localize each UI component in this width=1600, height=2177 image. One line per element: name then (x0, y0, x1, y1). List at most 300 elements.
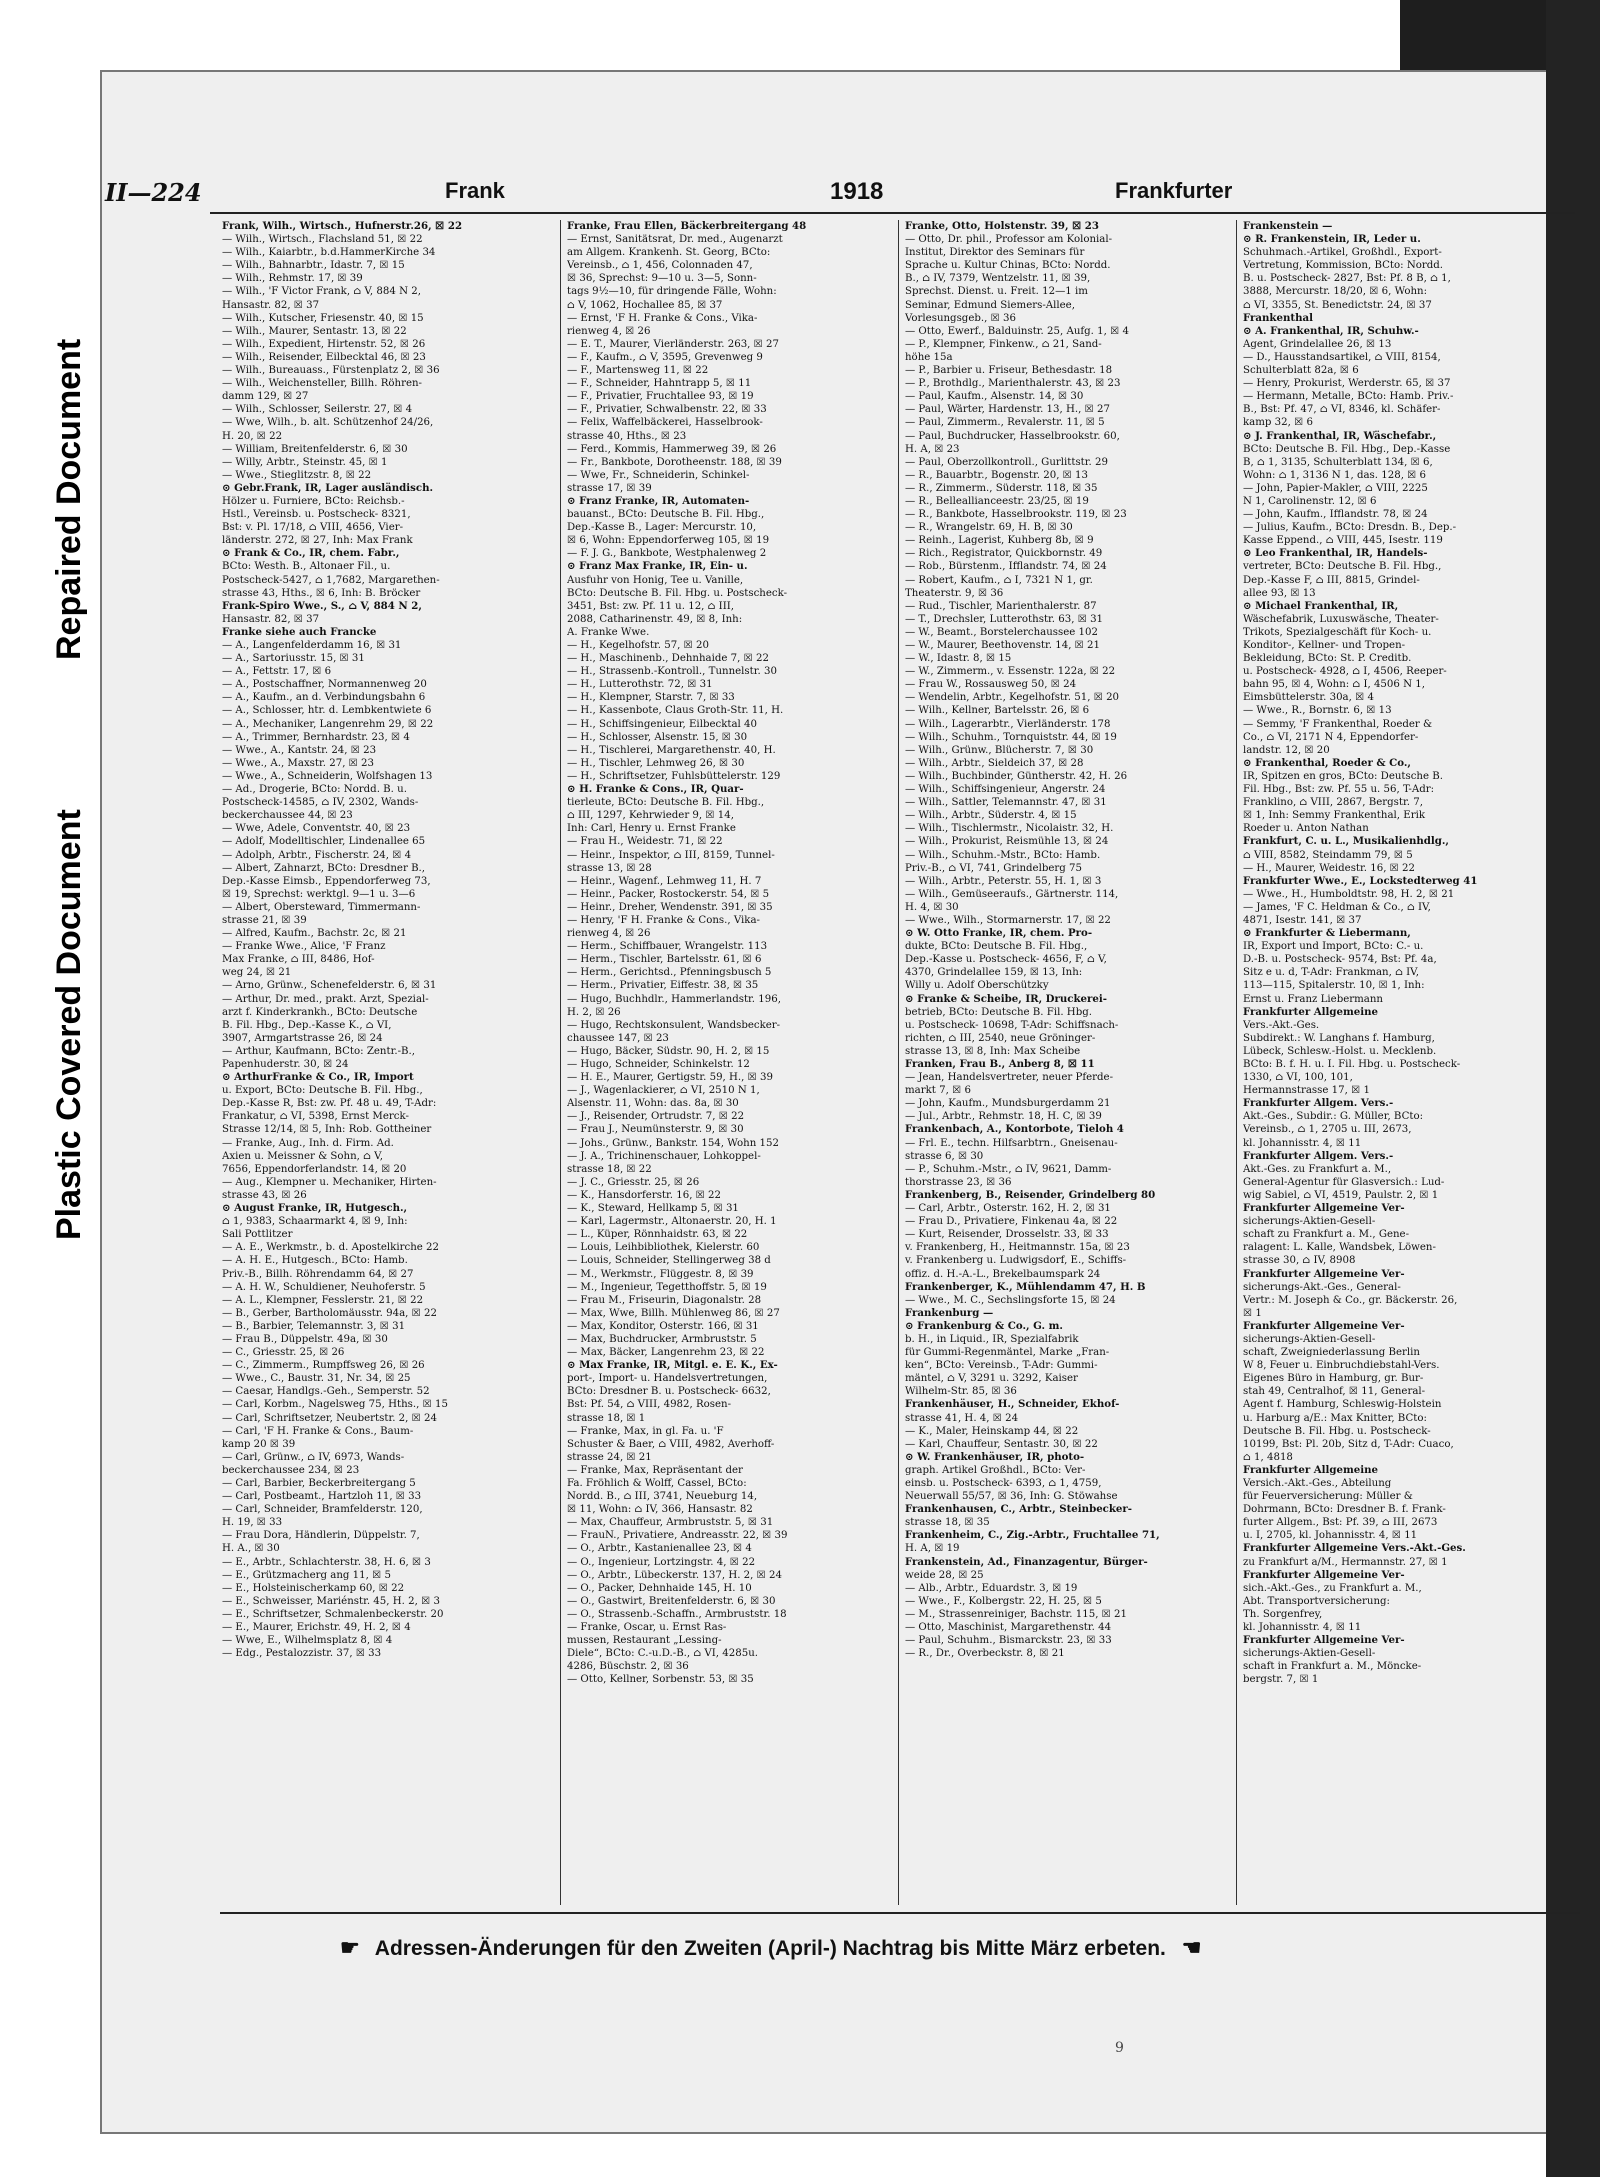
directory-entry: H. 19, ☒ 33 (222, 1517, 283, 1529)
directory-entry: — Wwe., A., Schneiderin, Wolfshagen 13 (222, 770, 433, 782)
directory-entry: Dep.-Kasse F, ⌂ III, 8815, Grindel- (1243, 574, 1420, 586)
directory-entry: vertreter, BCto: Deutsche B. Fil. Hbg., (1243, 561, 1442, 573)
directory-entry: — Jean, Handelsvertreter, neuer Pferde- (905, 1072, 1114, 1084)
directory-entry: — J., Reisender, Ortrudstr. 7, ☒ 22 (567, 1111, 745, 1123)
directory-entry: ⊙ Frankenburg & Co., G. m. (905, 1319, 1063, 1332)
directory-entry: — R., Dr., Overbeckstr. 8, ☒ 21 (905, 1648, 1065, 1660)
directory-entry: Frankfurter Allgem. Vers.- (1243, 1149, 1394, 1162)
directory-entry: ⌂ VIII, 8582, Steindamm 79, ☒ 5 (1243, 849, 1413, 861)
directory-entry: — Hugo, Schneider, Schinkelstr. 12 (567, 1059, 750, 1070)
directory-entry: — A., Schlosser, htr. d. Lembkentwiete 6 (222, 705, 432, 717)
directory-entry: 3907, Armgartstrasse 26, ☒ 24 (222, 1032, 383, 1044)
directory-entry: BCto: B. f. H. u. I. Fil. Hbg. u. Postscheck- (1243, 1059, 1461, 1070)
directory-entry: ⊙ R. Frankenstein, IR, Leder u. (1243, 233, 1421, 246)
directory-entry: — Otto, Dr. phil., Professor am Kolonial- (905, 234, 1113, 246)
directory-entry: Strasse 12/14, ☒ 5, Inh: Rob. Gottheiner (222, 1124, 432, 1136)
directory-entry: Schuhmach.-Artikel, Großhdl., Export- (1243, 247, 1442, 259)
directory-entry: — Semmy, 'F Frankenthal, Roeder & (1243, 718, 1433, 730)
pointing-hand-right-icon: ☛ (340, 1935, 360, 1960)
directory-entry: — Ad., Drogerie, BCto: Nordd. B. u. (222, 784, 407, 796)
directory-entry: — Frau J., Neumünsterstr. 9, ☒ 30 (567, 1124, 744, 1136)
directory-entry: — H., Tischler, Lehmweg 26, ☒ 30 (567, 757, 745, 769)
directory-entry: H. A., ☒ 30 (222, 1543, 280, 1555)
directory-entry: — R., Belleallianceestr. 23/25, ☒ 19 (905, 495, 1089, 507)
directory-entry: — Wilh., Schuhm.-Mstr., BCto: Hamb. (905, 849, 1101, 861)
directory-entry: Frankfurter Allgemeine Ver- (1243, 1202, 1405, 1215)
directory-entry: 4370, Grindelallee 159, ☒ 13, Inh: (905, 967, 1083, 979)
directory-entry: mussen, Restaurant „Lessing- (567, 1635, 722, 1647)
directory-entry: — Karl, Lagermstr., Altonaerstr. 20, H. 1 (567, 1216, 777, 1228)
directory-entry: Vertretung, Kommission, BCto: Nordd. (1243, 260, 1444, 272)
directory-entry: Frankenhausen, C., Arbtr., Steinbecker- (905, 1503, 1133, 1516)
directory-entry: Priv.-B., ⌂ VI, 741, Grindelberg 75 (905, 862, 1082, 874)
directory-entry: ken“, BCto: Vereinsb., T-Adr: Gummi- (905, 1360, 1098, 1372)
directory-entry: ⊙ W. Otto Franke, IR, chem. Pro- (905, 927, 1093, 940)
directory-entry: — A., Fettstr. 17, ☒ 6 (222, 666, 332, 678)
directory-entry: Th. Sorgenfrey, (1243, 1608, 1323, 1620)
directory-entry: arzt f. Kinderkrankh., BCto: Deutsche (222, 1006, 418, 1018)
directory-entry: — Wilh., Gemüseeraufs., Gärtnerstr. 114, (905, 888, 1119, 900)
directory-entry: — H., Tischlerei, Margarethenstr. 40, H. (567, 744, 776, 756)
directory-entry: — Frau M., Friseurin, Diagonalstr. 28 (567, 1294, 762, 1306)
directory-entry: Frankatur, ⌂ VI, 5398, Ernst Merck- (222, 1111, 409, 1123)
directory-entry: ☒ 19, Sprechst: werktgl. 9—1 u. 3—6 (222, 888, 416, 900)
directory-entry: Hölzer u. Furniere, BCto: Reichsb.- (222, 495, 405, 507)
directory-entry: — A., Langenfelderdamm 16, ☒ 31 (222, 640, 402, 651)
directory-entry: Vorlesungsgeb., ☒ 36 (905, 312, 1016, 324)
directory-entry: — Franke, Max, in gl. Fa. u. 'F (567, 1425, 724, 1437)
directory-column-1 (222, 220, 552, 1905)
directory-entry: Frankfurter Allgemeine Ver- (1243, 1634, 1405, 1647)
directory-entry: Hansastr. 82, ☒ 37 (222, 613, 320, 625)
directory-entry: — Wilh., Maurer, Sentastr. 13, ☒ 22 (222, 325, 407, 337)
directory-entry: — A. L., Klempner, Fesslerstr. 21, ☒ 22 (222, 1294, 424, 1306)
directory-entry: strasse 6, ☒ 30 (905, 1150, 984, 1162)
directory-entry: — Wilh., Prokurist, Reismühle 13, ☒ 24 (905, 836, 1109, 848)
directory-entry: 3451, Bst: zw. Pf. 11 u. 12, ⌂ III, (567, 600, 734, 612)
directory-entry: — Johs., Grünw., Bankstr. 154, Wohn 152 (567, 1137, 779, 1149)
directory-entry: — M., Werkmstr., Flüggestr. 8, ☒ 39 (567, 1268, 754, 1280)
directory-columns (222, 220, 1577, 1905)
directory-entry: — F., Schneider, Hahntrapp 5, ☒ 11 (567, 378, 752, 390)
directory-entry: — Paul, Kaufm., Alsenstr. 14, ☒ 30 (905, 391, 1084, 403)
directory-entry: — K., Hansdorferstr. 16, ☒ 22 (567, 1189, 722, 1201)
directory-entry: Frankfurter Allgemeine (1243, 1005, 1379, 1018)
directory-entry: Franke siehe auch Francke (222, 625, 377, 638)
directory-entry: Frankfurter Allgemeine Vers.-Akt.-Ges. (1243, 1542, 1466, 1555)
directory-entry: ⊙ Franz Max Franke, IR, Ein- u. (567, 560, 748, 573)
directory-entry: Roeder u. Anton Nathan (1243, 823, 1369, 835)
directory-entry: Inh: Carl, Henry u. Ernst Franke (567, 823, 736, 835)
directory-entry: Frankenheim, C., Zig.-Arbtr., Fruchtallee 71, (905, 1529, 1160, 1542)
directory-entry: — Otto, Kellner, Sorbenstr. 53, ☒ 35 (567, 1674, 754, 1686)
directory-entry: u. I, 2705, kl. Johannisstr. 4, ☒ 11 (1243, 1530, 1418, 1542)
directory-entry: — Hugo, Bäcker, Südstr. 90, H. 2, ☒ 15 (567, 1045, 770, 1057)
directory-entry: Papenhuderstr. 30, ☒ 24 (222, 1059, 349, 1070)
directory-entry: — Henry, 'F H. Franke & Cons., Vika- (567, 914, 760, 926)
directory-entry: — O., Arbtr., Lübeckerstr. 137, H. 2, ☒ 24 (567, 1569, 782, 1581)
directory-entry: — R., Wrangelstr. 69, H. B, ☒ 30 (905, 522, 1073, 534)
directory-entry: Ausfuhr von Honig, Tee u. Vanille, (567, 574, 744, 586)
directory-entry: Agent, Grindelallee 26, ☒ 13 (1243, 338, 1392, 350)
directory-entry: — H., Klempner, Starstr. 7, ☒ 33 (567, 692, 735, 704)
directory-entry: — A. H. E., Hutgesch., BCto: Hamb. (222, 1255, 408, 1267)
directory-entry: — John, Kaufm., Mundsburgerdamm 21 (905, 1098, 1111, 1110)
directory-entry: strasse 43, Hths., ☒ 6, Inh: B. Bröcker (222, 587, 421, 599)
directory-entry: — Edg., Pestalozzistr. 37, ☒ 33 (222, 1648, 382, 1660)
directory-entry: Frankenburg — (905, 1306, 994, 1319)
directory-entry: sich.-Akt.-Ges., zu Frankfurt a. M., (1243, 1582, 1422, 1594)
directory-entry: ralagent: L. Kalle, Wandsbek, Löwen- (1243, 1242, 1436, 1254)
directory-entry: Theaterstr. 9, ☒ 36 (905, 587, 1004, 599)
directory-entry: bauanst., BCto: Deutsche B. Fil. Hbg., (567, 509, 765, 521)
directory-entry: — John, Kaufm., Ifflandstr. 78, ☒ 24 (1243, 509, 1428, 521)
page-mark: 9 (1115, 2040, 1124, 2056)
directory-entry: — H., Kegelhofstr. 57, ☒ 20 (567, 640, 709, 651)
directory-column-4 (1236, 220, 1573, 1905)
directory-entry: ⊙ Frankenthal, Roeder & Co., (1243, 756, 1411, 769)
directory-entry: Frankenhäuser, H., Schneider, Ekhof- (905, 1398, 1120, 1411)
directory-entry: — Henry, Prokurist, Werderstr. 65, ☒ 37 (1243, 378, 1451, 390)
directory-entry: weg 24, ☒ 21 (222, 967, 292, 979)
directory-entry: — J. C., Griesstr. 25, ☒ 26 (567, 1176, 700, 1188)
directory-entry: — Wilh., Tischlermstr., Nicolaistr. 32, H. (905, 823, 1114, 835)
header-right-word: Frankfurter (1115, 178, 1233, 203)
directory-entry: — Wilh., Bureauass., Fürstenplatz 2, ☒ 36 (222, 365, 440, 377)
directory-entry: — Herm., Schiffbauer, Wrangelstr. 113 (567, 941, 768, 953)
directory-entry: Wäschefabrik, Luxuswäsche, Theater- (1243, 613, 1439, 625)
directory-entry: Wohn: ⌂ 1, 3136 N 1, das. 128, ☒ 6 (1243, 469, 1427, 481)
directory-entry: — Wilh., Arbtr., Sieldeich 37, ☒ 28 (905, 757, 1084, 769)
directory-entry: länderstr. 272, ☒ 27, Inh: Max Frank (222, 535, 413, 547)
directory-entry: IR, Spitzen en gros, BCto: Deutsche B. (1243, 770, 1443, 782)
directory-entry: ⌂ V, 1062, Hochallee 85, ☒ 37 (567, 299, 723, 311)
directory-entry: — Wilh., Schlosser, Seilerstr. 27, ☒ 4 (222, 404, 413, 416)
directory-entry: — Rich., Registrator, Quickbornstr. 49 (905, 548, 1103, 560)
directory-entry: Fa. Fröhlich & Wolff, Cassel, BCto: (567, 1478, 747, 1489)
directory-entry: — Arthur, Kaufmann, BCto: Zentr.-B., (222, 1045, 415, 1057)
directory-entry: — W., Idastr. 8, ☒ 15 (905, 653, 1012, 665)
directory-entry: BCto: Dresdner B. u. Postscheck- 6632, (567, 1386, 771, 1398)
directory-entry: Hermannstrasse 17, ☒ 1 (1243, 1085, 1370, 1097)
directory-entry: — A., Mechaniker, Langenrehm 29, ☒ 22 (222, 718, 434, 730)
directory-entry: — Louis, Schneider, Stellingerweg 38 d (567, 1255, 771, 1267)
directory-entry: ☒ 11, Wohn: ⌂ IV, 366, Hansastr. 82 (567, 1504, 753, 1516)
directory-entry: Bst: v. Pl. 17/18, ⌂ VIII, 4656, Vier- (222, 522, 404, 534)
directory-entry: Dep.-Kasse B., Lager: Mercurstr. 10, (567, 522, 757, 534)
directory-entry: schaft, Zweigniederlassung Berlin (1243, 1347, 1420, 1359)
directory-entry: — Otto, Ewerf., Balduinstr. 25, Aufg. 1, ☒ 4 (905, 325, 1129, 337)
directory-entry: — Herm., Privatier, Eiffestr. 38, ☒ 35 (567, 980, 759, 992)
directory-entry: — Wilh., Expedient, Hirtenstr. 52, ☒ 26 (222, 338, 426, 350)
directory-entry: — Wilh., Schiffsingenieur, Angerstr. 24 (905, 784, 1106, 796)
directory-entry: Frankenstein — (1243, 220, 1333, 232)
directory-entry: sicherungs-Akt.-Ges., General- (1243, 1281, 1401, 1293)
directory-entry: — Alfred, Kaufm., Bachstr. 2c, ☒ 21 (222, 928, 407, 940)
directory-entry: 4286, Büschstr. 2, ☒ 36 (567, 1661, 689, 1673)
directory-entry: Nordd. B., ⌂ III, 3741, Neueburg 14, (567, 1491, 758, 1503)
directory-entry: Vertr.: M. Joseph & Co., gr. Bäckerstr. 26, (1243, 1294, 1458, 1306)
directory-entry: — Wendelin, Arbtr., Kegelhofstr. 51, ☒ 20 (905, 692, 1120, 704)
directory-entry: — H., Maschinenb., Dehnhaide 7, ☒ 22 (567, 653, 769, 665)
directory-entry: — Karl, Chauffeur, Sentastr. 30, ☒ 22 (905, 1438, 1098, 1450)
directory-entry: Alsenstr. 11, Wohn: das. 8a, ☒ 30 (567, 1098, 739, 1110)
directory-entry: Frankenthal (1243, 311, 1313, 324)
directory-entry: — K., Maler, Heinskamp 44, ☒ 22 (905, 1425, 1079, 1437)
directory-entry: B., Bst: Pf. 47, ⌂ VI, 8346, kl. Schäfer- (1243, 404, 1441, 416)
directory-entry: — Rob., Bürstenm., Ifflandstr. 74, ☒ 24 (905, 561, 1107, 573)
directory-entry: — Heinr., Inspektor, ⌂ III, 8159, Tunnel- (567, 849, 775, 861)
directory-entry: — Wwe., Wilh., Stormarnerstr. 17, ☒ 22 (905, 914, 1111, 926)
directory-entry: — Reinh., Lagerist, Kuhberg 8b, ☒ 9 (905, 535, 1094, 547)
footer-rule (220, 1912, 1580, 1914)
directory-entry: Ernst u. Franz Liebermann (1243, 993, 1383, 1005)
directory-entry: — A., Postschaffner, Normannenweg 20 (222, 679, 427, 691)
directory-entry: — Franke, Oscar, u. Ernst Ras- (567, 1622, 727, 1634)
directory-entry: ⌂ 1, 9383, Schaarmarkt 4, ☒ 9, Inh: (222, 1216, 408, 1228)
directory-entry: ⌂ VI, 3355, St. Benedictstr. 24, ☒ 37 (1243, 299, 1432, 311)
header-rule (210, 212, 1575, 214)
left-margin (0, 0, 100, 2177)
directory-entry: — Wilh., Kaiarbtr., b.d.HammerKirche 34 (222, 247, 436, 259)
directory-entry: — Frau D., Privatiere, Finkenau 4a, ☒ 22 (905, 1216, 1118, 1228)
directory-entry: Postscheck-5427, ⌂ 1,7682, Margarethen- (222, 574, 440, 586)
directory-entry: Dep.-Kasse u. Postscheck- 4656, F, ⌂ V, (905, 954, 1107, 966)
directory-entry: — T., Drechsler, Lutterothstr. 63, ☒ 31 (905, 613, 1104, 625)
directory-entry: H. 20, ☒ 22 (222, 430, 283, 442)
directory-entry: schaft zu Frankfurt a. M., Gene- (1243, 1229, 1410, 1241)
directory-entry: ⊙ J. Frankenthal, IR, Wäschefabr., (1243, 429, 1437, 442)
directory-entry: ⊙ Leo Frankenthal, IR, Handels- (1243, 547, 1428, 560)
directory-entry: — O., Strassenb.-Schaffn., Armbruststr. 18 (567, 1608, 787, 1620)
directory-entry: — Fr., Bankbote, Dorotheenstr. 188, ☒ 39 (567, 456, 782, 468)
directory-entry: strasse 17, ☒ 39 (567, 482, 652, 494)
directory-entry: allee 93, ☒ 13 (1243, 587, 1316, 599)
directory-entry: Neuerwall 55/57, ☒ 36, Inh: G. Stöwahse (905, 1491, 1118, 1503)
directory-entry: — O., Arbtr., Kastanienallee 23, ☒ 4 (567, 1543, 752, 1555)
directory-entry: Dohrmann, BCto: Dresdner B. f. Frank- (1243, 1504, 1446, 1516)
directory-entry: — Willy, Arbtr., Steinstr. 45, ☒ 1 (222, 456, 388, 468)
directory-entry: — Frau Dora, Händlerin, Düppelstr. 7, (222, 1530, 420, 1542)
directory-entry: — Wilh., 'F Victor Frank, ⌂ V, 884 N 2, (222, 286, 421, 298)
directory-entry: B. Fil. Hbg., Dep.-Kasse K., ⌂ VI, (222, 1019, 392, 1031)
directory-entry: — F., Martensweg 11, ☒ 22 (567, 365, 709, 377)
directory-entry: Frankfurter Allgemeine Ver- (1243, 1319, 1405, 1332)
directory-entry: Schulterblatt 82a, ☒ 6 (1243, 365, 1359, 377)
directory-entry: chaussee 147, ☒ 23 (567, 1032, 669, 1044)
directory-entry: weide 28, ☒ 25 (905, 1569, 984, 1581)
directory-entry: — Frau H., Weidestr. 71, ☒ 22 (567, 836, 723, 848)
pointing-hand-left-icon: ☚ (1181, 1935, 1202, 1960)
directory-entry: 1330, ⌂ VI, 100, 101, (1243, 1072, 1353, 1084)
directory-entry: B. u. Postscheck- 2827, Bst: Pf. 8 B, ⌂ 1, (1243, 273, 1451, 285)
directory-entry: Vereinsb., ⌂ 1, 456, Colonnaden 47, (567, 260, 753, 272)
page-number: II—224 (105, 178, 202, 207)
directory-entry: Bst: Pf. 54, ⌂ VIII, 4982, Rosen- (567, 1399, 732, 1411)
directory-entry: Sali Pottlitzer (222, 1229, 293, 1241)
directory-entry: — Wilh., Arbtr., Süderstr. 4, ☒ 15 (905, 810, 1077, 822)
directory-entry: — H., Schriftsetzer, Fuhlsbüttelerstr. 129 (567, 770, 781, 782)
directory-entry: 113—115, Spitalerstr. 10, ☒ 1, Inh: (1243, 980, 1425, 992)
directory-entry: — Jul., Arbtr., Rehmstr. 18, H. C, ☒ 39 (905, 1111, 1102, 1123)
directory-entry: v. Frankenberg, H., Heitmannstr. 15a, ☒ 23 (905, 1242, 1130, 1254)
directory-entry: — Max, Buchdrucker, Armbruststr. 5 (567, 1333, 757, 1345)
directory-entry: sicherungs-Aktien-Gesell- (1243, 1216, 1376, 1228)
directory-entry: betrieb, BCto: Deutsche B. Fil. Hbg. (905, 1006, 1092, 1018)
directory-entry: — Wwe., H., Humboldtstr. 98, H. 2, ☒ 21 (1243, 888, 1455, 900)
directory-entry: — H. E., Maurer, Gertigstr. 59, H., ☒ 39 (567, 1072, 773, 1084)
page-header (105, 178, 1233, 214)
directory-entry: — A., Sartoriusstr. 15, ☒ 31 (222, 653, 365, 665)
directory-entry: v. Frankenberg u. Ludwigsdorf, E., Schiffs- (905, 1255, 1127, 1267)
directory-entry: strasse 18, ☒ 1 (567, 1412, 646, 1424)
directory-entry: BCto: Westh. B., Altonaer Fil., u. (222, 561, 391, 573)
directory-entry: — Wwe, Adele, Conventstr. 40, ☒ 23 (222, 823, 411, 835)
directory-entry: Co., ⌂ VI, 2171 N 4, Eppendorfer- (1243, 731, 1419, 743)
directory-entry: Franken, Frau B., Anberg 8, ☒ 11 (905, 1058, 1095, 1070)
directory-entry: Postscheck-14585, ⌂ IV, 2302, Wands- (222, 797, 419, 809)
directory-entry: — M., Ingenieur, Tegetthoffstr. 5, ☒ 19 (567, 1281, 767, 1293)
directory-entry: zu Frankfurt a/M., Hermannstr. 27, ☒ 1 (1243, 1556, 1448, 1568)
directory-entry: — Wwe., F., Kolbergstr. 22, H. 25, ☒ 5 (905, 1595, 1102, 1607)
directory-entry: strasse 24, ☒ 21 (567, 1451, 652, 1463)
directory-entry: damm 129, ☒ 27 (222, 391, 309, 403)
directory-entry: — Max, Konditor, Osterstr. 166, ☒ 31 (567, 1320, 759, 1332)
directory-entry: — Arno, Grünw., Schenefelderstr. 6, ☒ 31 (222, 980, 437, 992)
directory-entry: — Max, Chauffeur, Armbruststr. 5, ☒ 31 (567, 1517, 774, 1529)
directory-entry: strasse 21, ☒ 39 (222, 914, 307, 926)
directory-entry: — O., Ingenieur, Lortzingstr. 4, ☒ 22 (567, 1556, 756, 1568)
directory-entry: — Wilh., Grünw., Blücherstr. 7, ☒ 30 (905, 744, 1094, 756)
directory-entry: stah 49, Centralhof, ☒ 11, General- (1243, 1386, 1426, 1398)
directory-entry: ⊙ Frank & Co., IR, chem. Fabr., (222, 547, 400, 560)
directory-entry: — James, 'F C. Heldman & Co., ⌂ IV, (1243, 901, 1431, 913)
directory-entry: — Arthur, Dr. med., prakt. Arzt, Spezial- (222, 993, 429, 1005)
directory-entry: — Wwe., M. C., Sechslingsforte 15, ☒ 24 (905, 1294, 1116, 1306)
directory-entry: — P., Brothdlg., Marienthalerstr. 43, ☒ 23 (905, 378, 1121, 390)
directory-entry: — Carl, Grünw., ⌂ IV, 6973, Wands- (222, 1451, 405, 1463)
directory-entry: 4871, Isestr. 141, ☒ 37 (1243, 914, 1362, 926)
directory-entry: — Paul, Zimmerm., Revalerstr. 11, ☒ 5 (905, 417, 1105, 429)
footer-text: Adressen-Änderungen für den Zweiten (April-) Nachtrag bis Mitte März erbeten. (374, 1937, 1166, 1960)
directory-entry: H. 4, ☒ 30 (905, 901, 959, 913)
directory-entry: BCto: Deutsche B. Fil. Hbg., Dep.-Kasse (1243, 443, 1451, 455)
directory-entry: landstr. 12, ☒ 20 (1243, 744, 1330, 756)
directory-entry: BCto: Deutsche B. Fil. Hbg. u. Postscheck- (567, 587, 788, 599)
directory-entry: u. Postscheck- 10698, T-Adr: Schiffsnach- (905, 1019, 1119, 1031)
directory-entry: — Max, Bäcker, Langenrehm 23, ☒ 22 (567, 1347, 765, 1359)
directory-entry: ☒ 36, Sprechst: 9—10 u. 3—5, Sonn- (567, 273, 757, 285)
directory-entry: für Gummi-Regenmäntel, Marke „Fran- (905, 1347, 1110, 1359)
directory-entry: am Allgem. Krankenh. St. Georg, BCto: (567, 247, 771, 259)
directory-entry: Frank-Spiro Wwe., S., ⌂ V, 884 N 2, (222, 599, 422, 612)
directory-entry: 3888, Mercurstr. 18/20, ☒ 6, Wohn: (1243, 286, 1428, 298)
directory-entry: Frankfurter Allgemeine Ver- (1243, 1568, 1405, 1581)
directory-entry: für Feuerversicherung: Müller & (1243, 1491, 1413, 1503)
directory-entry: — Wilh., Weichensteller, Billh. Röhren- (222, 378, 422, 390)
directory-entry: mäntel, ⌂ V, 3291 u. 3292, Kaiser (905, 1373, 1078, 1385)
directory-entry: Subdirekt.: W. Langhans f. Hamburg, (1243, 1032, 1435, 1044)
directory-entry: A. Franke Wwe. (567, 626, 650, 638)
directory-entry: — Heinr., Wagenf., Lehmweg 11, H. 7 (567, 875, 762, 887)
directory-entry: strasse 30, ⌂ IV, 8908 (1243, 1255, 1356, 1267)
directory-entry: ⊙ Frankfurter & Liebermann, (1243, 927, 1411, 940)
directory-entry: schaft in Frankfurt a. M., Möncke- (1243, 1661, 1422, 1673)
directory-entry: wig Sabiel, ⌂ VI, 4519, Paulstr. 2, ☒ 1 (1243, 1189, 1439, 1201)
directory-entry: — Otto, Maschinist, Margarethenstr. 44 (905, 1622, 1112, 1634)
directory-entry: — E., Schweisser, Mariénstr. 45, H. 2, ☒ 3 (222, 1595, 440, 1607)
directory-entry: — P., Schuhm.-Mstr., ⌂ IV, 9621, Damm- (905, 1163, 1112, 1175)
directory-entry: ⊙ August Franke, IR, Hutgesch., (222, 1202, 408, 1215)
directory-entry: Abt. Transportversicherung: (1243, 1595, 1390, 1607)
directory-entry: Seminar, Edmund Siemers-Allee, (905, 299, 1075, 311)
directory-entry: H. A, ☒ 19 (905, 1543, 960, 1555)
directory-entry: — A. E., Werkmstr., b. d. Apostelkirche 22 (222, 1242, 439, 1254)
directory-entry: — Ernst, 'F H. Franke & Cons., Vika- (567, 312, 758, 324)
directory-column-2 (560, 220, 897, 1905)
directory-entry: Agent f. Hamburg, Schleswig-Holstein (1243, 1399, 1442, 1411)
directory-entry: strasse 13, ☒ 8, Inh: Max Scheibe (905, 1045, 1081, 1057)
directory-entry: tierleute, BCto: Deutsche B. Fil. Hbg., (567, 797, 765, 809)
directory-entry: kamp 32, ☒ 6 (1243, 417, 1313, 429)
directory-entry: Versich.-Akt.-Ges., Abteilung (1243, 1478, 1392, 1489)
footer-notice (330, 1935, 1211, 1961)
directory-entry: — Wwe., C., Baustr. 31, Nr. 34, ☒ 25 (222, 1373, 411, 1385)
directory-entry: rienweg 4, ☒ 26 (567, 325, 651, 337)
directory-entry: strasse 18, ☒ 22 (567, 1163, 652, 1175)
directory-entry: — Hermann, Metalle, BCto: Hamb. Priv.- (1243, 391, 1454, 403)
directory-entry: — Frau B., Düppelstr. 49a, ☒ 30 (222, 1333, 388, 1345)
directory-entry: — Franke, Max, Repräsentant der (567, 1464, 743, 1476)
directory-entry: offiz. d. H.-A.-L., Brekelbaumspark 24 (905, 1268, 1101, 1280)
directory-entry: Wilhelm-Str. 85, ☒ 36 (905, 1386, 1017, 1398)
directory-entry: bahn 95, ☒ 4, Wohn: ⌂ I, 4506 N 1, (1243, 679, 1425, 691)
directory-entry: — Wilh., Arbtr., Peterstr. 55, H. 1, ☒ 3 (905, 875, 1102, 887)
directory-entry: D.-B. u. Postscheck- 9574, Bst: Pf. 4a, (1243, 954, 1437, 966)
directory-entry: — F. J. G., Bankbote, Westphalenweg 2 (567, 548, 767, 560)
directory-entry: — Herm., Tischler, Bartelsstr. 61, ☒ 6 (567, 954, 762, 966)
directory-entry: — M., Strassenreiniger, Bachstr. 115, ☒ 21 (905, 1608, 1128, 1620)
directory-entry: Frankfurter Wwe., E., Lockstedterweg 41 (1243, 874, 1478, 887)
directory-entry: — J., Wagenlackierer, ⌂ VI, 2510 N 1, (567, 1085, 760, 1097)
directory-entry: Diele“, BCto: C.-u.D.-B., ⌂ VI, 4285u. (567, 1648, 758, 1660)
directory-entry: — Julius, Kaufm., BCto: Dresdn. B., Dep.- (1243, 522, 1457, 534)
directory-entry: — Albert, Zahnarzt, BCto: Dresdner B., (222, 862, 426, 874)
directory-entry: kl. Johannisstr. 4, ☒ 11 (1243, 1137, 1362, 1149)
directory-entry: ☒ 1, Inh: Semmy Frankenthal, Erik (1243, 810, 1426, 822)
directory-entry: sicherungs-Aktien-Gesell- (1243, 1648, 1376, 1660)
directory-entry: — Frl. E., techn. Hilfsarbtrn., Gneisenau- (905, 1137, 1118, 1149)
directory-entry: rienweg 4, ☒ 26 (567, 928, 651, 940)
directory-entry: — F., Kaufm., ⌂ V, 3595, Grevenweg 9 (567, 351, 763, 363)
directory-entry: Willy u. Adolf Oberschützky (905, 980, 1049, 992)
directory-entry: — E., Schriftsetzer, Schmalenbeckerstr. 20 (222, 1608, 444, 1620)
directory-entry: — R., Zimmerm., Süderstr. 118, ☒ 35 (905, 482, 1098, 494)
directory-entry: kl. Johannisstr. 4, ☒ 11 (1243, 1622, 1362, 1634)
directory-entry: Konditor-, Kellner- und Tropen- (1243, 640, 1406, 651)
header-year: 1918 (830, 178, 884, 205)
directory-entry: — Hugo, Buchhdlr., Hammerlandstr. 196, (567, 993, 781, 1005)
stamp-plastic-covered: Plastic Covered Document (50, 809, 88, 1240)
directory-entry: — Wwe, Wilh., b. alt. Schützenhof 24/26, (222, 417, 434, 429)
directory-entry: ⌂ III, 1297, Kehrwieder 9, ☒ 14, (567, 810, 734, 822)
directory-entry: ⊙ A. Frankenthal, IR, Schuhw.- (1243, 324, 1419, 337)
directory-entry: — L., Küper, Rönnhaidstr. 63, ☒ 22 (567, 1229, 748, 1241)
directory-entry: B., ⌂ IV, 7379, Wentzelstr. 11, ☒ 39, (905, 273, 1091, 285)
directory-entry: ⌂ 1, 4818 (1243, 1451, 1293, 1463)
directory-entry: — O., Gastwirt, Breitenfelderstr. 6, ☒ 30 (567, 1595, 776, 1607)
directory-entry: — Wwe., A., Kantstr. 24, ☒ 23 (222, 744, 377, 756)
